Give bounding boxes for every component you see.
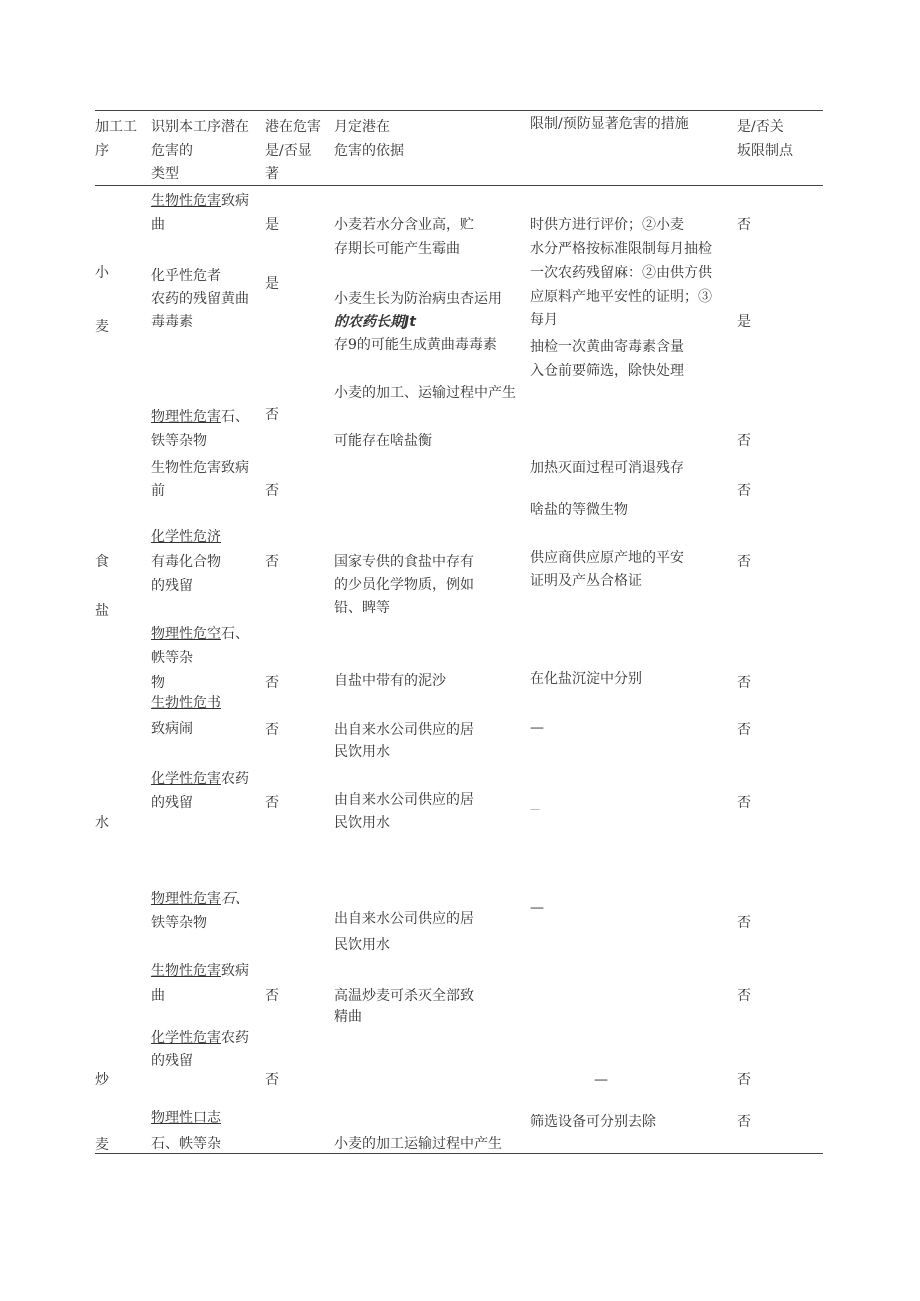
hazard-type: 的残留 bbox=[151, 795, 193, 811]
hazard-label: 化学性危济 bbox=[151, 529, 221, 545]
hazard-text: 致病 bbox=[221, 193, 249, 209]
significance: 是 bbox=[265, 217, 279, 233]
measure-text: — bbox=[530, 900, 544, 916]
measure-text: 证明及产丛合格证 bbox=[530, 573, 642, 589]
hazard-type bbox=[151, 960, 249, 983]
basis-text: 小麦若水分含业高，贮 bbox=[334, 217, 474, 233]
measure-text: 每月 bbox=[530, 312, 558, 328]
hazard-text: 石、 bbox=[221, 409, 249, 425]
measure-text: — bbox=[530, 804, 540, 815]
ccp-value: 否 bbox=[737, 675, 751, 691]
measure-text: 在化盐沉淀中分别 bbox=[530, 671, 642, 687]
ccp-value: 否 bbox=[737, 1114, 751, 1130]
header-measures: 限制/预防显著危害的措施 bbox=[530, 116, 689, 132]
ccp-value: 否 bbox=[737, 915, 751, 931]
basis-text: 自盐中带有的泥沙 bbox=[334, 673, 446, 689]
header-rule bbox=[95, 185, 823, 186]
measure-text: 时供方进行评价；②小麦 bbox=[530, 217, 684, 233]
basis-text: 的农药长期Jt bbox=[334, 314, 416, 330]
significance: 否 bbox=[265, 407, 279, 423]
ccp-value: 否 bbox=[737, 795, 751, 811]
ccp-value: 否 bbox=[737, 554, 751, 570]
hazard-type bbox=[151, 888, 249, 911]
significance: 否 bbox=[265, 1072, 279, 1088]
measure-text: 啥盐的等微生物 bbox=[530, 502, 628, 518]
hazard-type: 物 bbox=[151, 675, 165, 691]
significance: 否 bbox=[265, 988, 279, 1004]
header-text: 是/否关 bbox=[737, 119, 784, 135]
hazard-type: 石、帙等杂 bbox=[151, 1136, 221, 1152]
basis-text: 铅、睥等 bbox=[334, 600, 390, 616]
header-text: 月定港在 bbox=[334, 119, 390, 135]
header-text: 是/否显 bbox=[265, 143, 312, 159]
measure-text: 供应商供应原产地的平安 bbox=[530, 550, 684, 566]
hazard-text: 致病 bbox=[221, 963, 249, 979]
header-text: 危害的 bbox=[151, 143, 193, 159]
header-text: 危害的依据 bbox=[334, 143, 404, 159]
measure-text: 水分严格按标准限制每月抽检 bbox=[530, 241, 712, 257]
hazard-text: 石、 bbox=[221, 891, 249, 907]
significance: 是 bbox=[265, 276, 279, 292]
basis-text: 高温炒麦可杀灭全部致 bbox=[334, 988, 474, 1004]
basis-text: 国家专供的食盐中存有 bbox=[334, 554, 474, 570]
header-text: 坂限制点 bbox=[737, 143, 793, 159]
ccp-value: 否 bbox=[737, 1072, 751, 1088]
header-text: 港在危害 bbox=[265, 119, 321, 135]
hazard-type: 化乎性危者 bbox=[151, 268, 221, 284]
header-text: 序 bbox=[95, 143, 109, 159]
hazard-type: 曲 bbox=[151, 988, 165, 1004]
hazard-type: 毒毒素 bbox=[151, 314, 193, 330]
hazard-label: 化学性危害 bbox=[151, 1030, 221, 1046]
basis-text: 民饮用水 bbox=[334, 815, 390, 831]
significance: 否 bbox=[265, 722, 279, 738]
hazard-text: 农药 bbox=[221, 1030, 249, 1046]
hazard-label: 物理性口志 bbox=[151, 1110, 221, 1126]
basis-text: 可能存在啥盐衡 bbox=[334, 433, 432, 449]
ccp-value: 否 bbox=[737, 433, 751, 449]
basis-text: 民饮用水 bbox=[334, 744, 390, 760]
header-text: 识别本工序潜在 bbox=[151, 119, 249, 135]
basis-text: 由自来水公司供应的居 bbox=[334, 792, 474, 808]
process-name: 小 bbox=[95, 265, 109, 281]
measure-text: — bbox=[530, 720, 544, 736]
measure-text: 加热灭面过程可消退残存 bbox=[530, 460, 684, 476]
hazard-type bbox=[151, 768, 249, 791]
process-name: 食 bbox=[95, 554, 109, 570]
measure-text: 抽检一次黄曲寄毒素含量 bbox=[530, 339, 684, 355]
process-name: 炒 bbox=[95, 1072, 109, 1088]
basis-text: 存期长可能产生霉曲 bbox=[334, 241, 460, 257]
hazard-type: 的残留 bbox=[151, 578, 193, 594]
measure-text: 筛选设备可分别去除 bbox=[530, 1114, 656, 1130]
significance: 否 bbox=[265, 483, 279, 499]
hazard-label: 生物性危害 bbox=[151, 963, 221, 979]
process-name: 盐 bbox=[95, 603, 109, 619]
hazard-label: 物理性危害 bbox=[151, 891, 221, 907]
basis-text: 精曲 bbox=[334, 1009, 362, 1025]
hazard-label: 生物性危害 bbox=[151, 193, 221, 209]
header-text: 类型 bbox=[151, 166, 179, 182]
hazard-type: 曲 bbox=[151, 217, 165, 233]
process-name: 麦 bbox=[95, 1137, 109, 1153]
significance: 否 bbox=[265, 795, 279, 811]
hazard-label: 物理性危空 bbox=[151, 626, 221, 642]
basis-text: 小麦的加工运输过程中产生 bbox=[334, 1136, 502, 1152]
hazard-label: 物理性危害 bbox=[151, 409, 221, 425]
hazard-text: 石、 bbox=[221, 626, 249, 642]
hazard-type: 前 bbox=[151, 483, 165, 499]
top-rule bbox=[95, 110, 823, 111]
header-text: 著 bbox=[265, 166, 279, 182]
hazard-type: 有毒化合物 bbox=[151, 554, 221, 570]
process-name: 麦 bbox=[95, 319, 109, 335]
ccp-value: 否 bbox=[737, 217, 751, 233]
hazard-type bbox=[151, 190, 249, 213]
hazard-type: 帙等杂 bbox=[151, 650, 193, 666]
measure-text: 应原料产地平安性的证明；③ bbox=[530, 289, 712, 305]
significance: 否 bbox=[265, 554, 279, 570]
hazard-type bbox=[151, 406, 249, 429]
measure-text: — bbox=[594, 1072, 608, 1088]
hazard-type: 致病闹 bbox=[151, 721, 193, 737]
hazard-type: 铁等杂物 bbox=[151, 915, 207, 931]
measure-text: 入仓前要筛选，除快处理 bbox=[530, 363, 684, 379]
hazard-label: 化学性危害 bbox=[151, 771, 221, 787]
basis-text: 出自来水公司供应的居 bbox=[334, 911, 474, 927]
basis-text: 出自来水公司供应的居 bbox=[334, 722, 474, 738]
ccp-value: 否 bbox=[737, 722, 751, 738]
header-text: 加工工 bbox=[95, 119, 137, 135]
basis-text: 民饮用水 bbox=[334, 937, 390, 953]
significance: 否 bbox=[265, 675, 279, 691]
basis-text: 小麦的加工、运输过程中产生 bbox=[334, 385, 516, 401]
process-name: 水 bbox=[95, 815, 109, 831]
hazard-text: 农药 bbox=[221, 771, 249, 787]
hazard-type bbox=[151, 1027, 249, 1050]
hazard-type: 铁等杂物 bbox=[151, 433, 207, 449]
hazard-label: 生勃性危书 bbox=[151, 695, 221, 711]
hazard-type: 的残留 bbox=[151, 1053, 193, 1069]
basis-text: 存9的可能生成黄曲毒毒素 bbox=[334, 337, 497, 353]
measure-text: 一次农药残留麻：②由供方供 bbox=[530, 265, 712, 281]
ccp-value: 是 bbox=[737, 314, 751, 330]
ccp-value: 否 bbox=[737, 988, 751, 1004]
hazard-type bbox=[151, 623, 249, 646]
basis-text: 的少员化学物质，例如 bbox=[334, 577, 474, 593]
ccp-value: 否 bbox=[737, 483, 751, 499]
basis-text: 小麦生长为防治病虫杏运用 bbox=[334, 291, 502, 307]
hazard-type: 生物性危害致病 bbox=[151, 460, 249, 476]
hazard-type: 农药的残留黄曲 bbox=[151, 291, 249, 307]
